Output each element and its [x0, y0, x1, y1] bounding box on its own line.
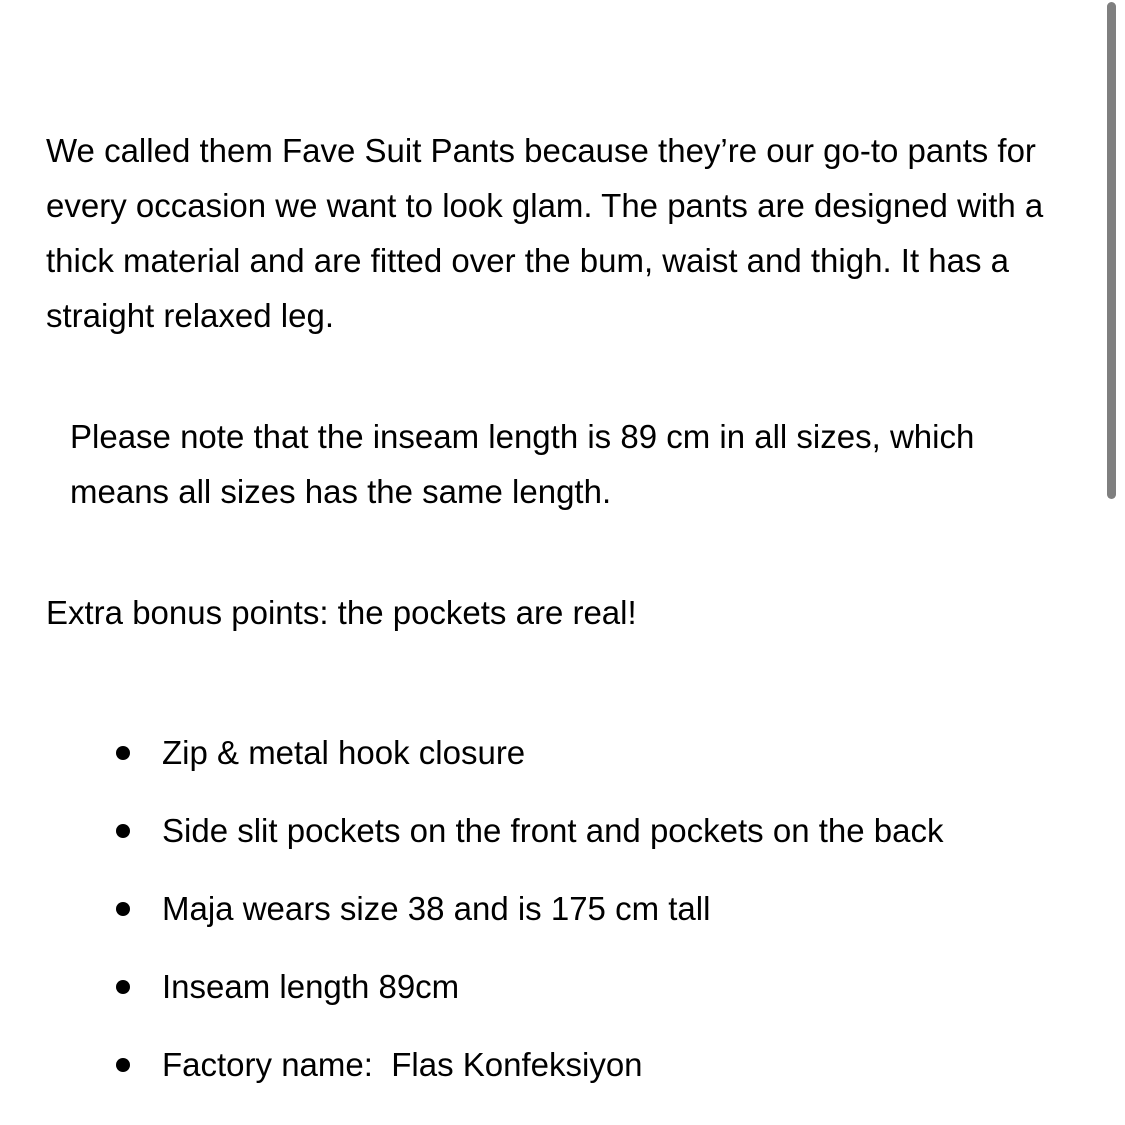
feature-text: Factory name: Flas Konfeksiyon — [162, 1046, 643, 1083]
vertical-scrollbar-thumb[interactable] — [1107, 2, 1116, 499]
feature-text: Inseam length 89cm — [162, 968, 460, 1005]
bullet-icon — [116, 1058, 130, 1072]
feature-list-item — [0, 1037, 1100, 1115]
bullet-icon — [116, 902, 130, 916]
feature-list-item — [0, 725, 1100, 803]
feature-text: Side slit pockets on the front and pockets on the back — [162, 812, 944, 849]
bullet-icon — [116, 824, 130, 838]
bullet-icon — [116, 746, 130, 760]
feature-list-item — [0, 959, 1100, 1037]
bonus-points-paragraph: Extra bonus points: the pockets are real! — [46, 594, 637, 631]
intro-paragraph: We called them Fave Suit Pants because they’re our go-to pants for every occasion we want to look glam. The pants are designed with a thick material and are fitted over the bum, waist and thigh. It has a straight relaxed leg. — [46, 132, 1044, 334]
feature-text: Maja wears size 38 and is 175 cm tall — [162, 890, 711, 927]
feature-text: Zip & metal hook closure — [162, 734, 526, 771]
feature-list-item — [0, 881, 1100, 959]
bullet-icon — [116, 980, 130, 994]
inseam-note-paragraph: Please note that the inseam length is 89 cm in all sizes, which means all sizes has the same length. — [70, 418, 975, 510]
feature-list-item — [0, 803, 1100, 881]
feature-list — [0, 725, 1100, 1115]
